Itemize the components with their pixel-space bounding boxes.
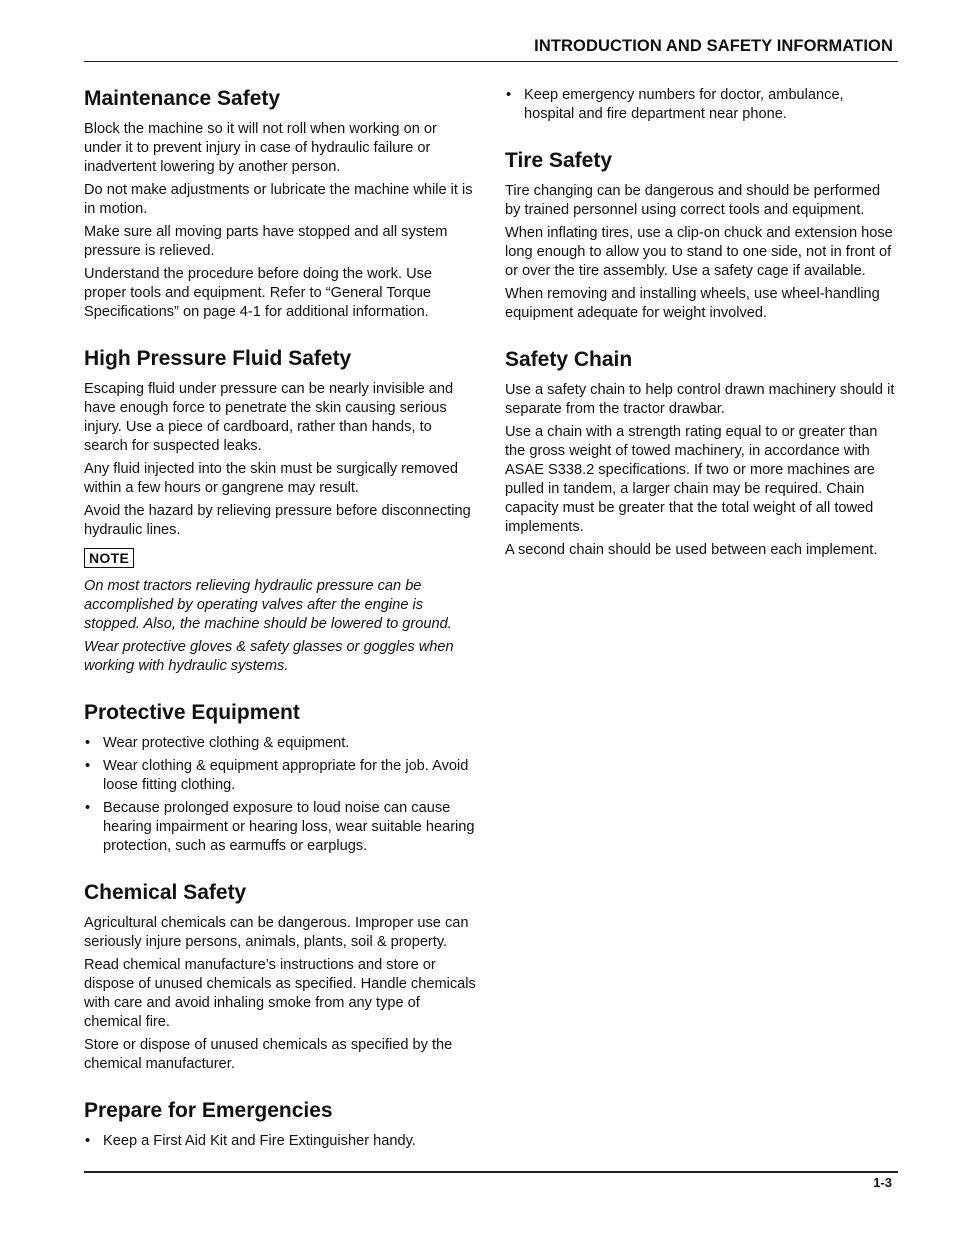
paragraph: Avoid the hazard by relieving pressure before disconnecting hydraulic lines. bbox=[84, 503, 471, 538]
list-item bbox=[84, 1132, 476, 1151]
list-item bbox=[84, 799, 476, 856]
note-paragraph: On most tractors relieving hydraulic pressure can be accomplished by operating valves after the engine is stopped. Also, the machine should be lowered to ground. bbox=[84, 578, 452, 632]
paragraph: Do not make adjustments or lubricate the machine while it is in motion. bbox=[84, 182, 473, 217]
high-pressure-fluid-section bbox=[84, 346, 476, 676]
list-item-text: Keep emergency numbers for doctor, ambulance, hospital and fire department near phone. bbox=[524, 87, 844, 122]
list-item-text: Wear protective clothing & equipment. bbox=[103, 735, 350, 751]
right-column bbox=[505, 86, 897, 584]
note-box: NOTE bbox=[84, 548, 134, 568]
tire-safety-section bbox=[505, 148, 897, 323]
paragraph: A second chain should be used between each implement. bbox=[505, 542, 878, 558]
emergencies-continued-section bbox=[505, 86, 897, 124]
paragraph: Any fluid injected into the skin must be surgically removed within a few hours or gangrene may result. bbox=[84, 461, 458, 496]
section-heading: Tire Safety bbox=[505, 149, 612, 172]
paragraph: When removing and installing wheels, use wheel-handling equipment adequate for weight involved. bbox=[505, 286, 880, 321]
paragraph: Use a safety chain to help control drawn machinery should it separate from the tractor drawbar. bbox=[505, 382, 895, 417]
section-heading: Protective Equipment bbox=[84, 701, 300, 724]
bullet-list bbox=[505, 86, 897, 124]
footer-rule bbox=[84, 1171, 898, 1173]
paragraph: Tire changing can be dangerous and should be performed by trained personnel using correct tools and equipment. bbox=[505, 183, 881, 218]
paragraph: Block the machine so it will not roll when working on or under it to prevent injury in case of hydraulic failure or inadvertent lowering by another person. bbox=[84, 121, 437, 175]
paragraph: Understand the procedure before doing the work. Use proper tools and equipment. Refer to “General Torque Specifications” on page 4-1 for additional information. bbox=[84, 266, 433, 320]
prepare-emergencies-section bbox=[84, 1098, 476, 1151]
section-heading: Prepare for Emergencies bbox=[84, 1099, 333, 1122]
bullet-marker: • bbox=[85, 1133, 91, 1149]
page-number: 1-3 bbox=[873, 1175, 892, 1190]
paragraph: Agricultural chemicals can be dangerous. Improper use can seriously injure persons, animals, plants, soil & property. bbox=[84, 915, 469, 950]
bullet-list bbox=[84, 734, 476, 856]
safety-chain-section bbox=[505, 347, 897, 560]
bullet-marker: • bbox=[85, 758, 91, 774]
chemical-safety-section bbox=[84, 880, 476, 1074]
list-item-text: Keep a First Aid Kit and Fire Extinguisher handy. bbox=[103, 1133, 416, 1149]
section-heading: High Pressure Fluid Safety bbox=[84, 347, 352, 370]
bullet-list bbox=[84, 1132, 476, 1151]
section-heading: Maintenance Safety bbox=[84, 87, 281, 110]
bullet-marker: • bbox=[85, 735, 91, 751]
note-paragraph: Wear protective gloves & safety glasses or goggles when working with hydraulic systems. bbox=[84, 639, 454, 674]
list-item-text: Wear clothing & equipment appropriate for the job. Avoid loose fitting clothing. bbox=[103, 758, 469, 793]
section-heading: Chemical Safety bbox=[84, 881, 247, 904]
list-item bbox=[505, 86, 897, 124]
list-item-text: Because prolonged exposure to loud noise can cause hearing impairment or hearing loss, wear suitable hearing protection, such as earmuffs or earplugs. bbox=[103, 800, 475, 854]
paragraph: Escaping fluid under pressure can be nearly invisible and have enough force to penetrate the skin causing serious injury. Use a piece of cardboard, rather than hands, to search for suspected leaks. bbox=[84, 381, 454, 454]
paragraph: Read chemical manufacture’s instructions and store or dispose of unused chemicals as specified. Handle chemicals with care and avoid inhaling smoke from any type of chemical fire. bbox=[84, 957, 476, 1030]
list-item bbox=[84, 734, 476, 753]
paragraph: Store or dispose of unused chemicals as specified by the chemical manufacturer. bbox=[84, 1037, 453, 1072]
protective-equipment-section bbox=[84, 700, 476, 856]
paragraph: When inflating tires, use a clip-on chuck and extension hose long enough to allow you to stand to one side, not in front of or over the tire assembly. Use a safety cage if available. bbox=[505, 225, 893, 279]
maintenance-safety-section bbox=[84, 86, 476, 322]
header-rule bbox=[84, 61, 898, 62]
page-header-title: INTRODUCTION AND SAFETY INFORMATION bbox=[534, 37, 893, 55]
bullet-marker: • bbox=[85, 800, 91, 816]
paragraph: Make sure all moving parts have stopped and all system pressure is relieved. bbox=[84, 224, 448, 259]
left-column bbox=[84, 86, 476, 1175]
section-heading: Safety Chain bbox=[505, 348, 633, 371]
list-item bbox=[84, 757, 476, 795]
bullet-marker: • bbox=[506, 87, 512, 103]
paragraph: Use a chain with a strength rating equal to or greater than the gross weight of towed machinery, in accordance with ASAE S338.2 specifications. If two or more machines are pulled in tandem, a larger chain may be required. Chain capacity must be greater that the total weight of all towed implements. bbox=[505, 424, 878, 535]
